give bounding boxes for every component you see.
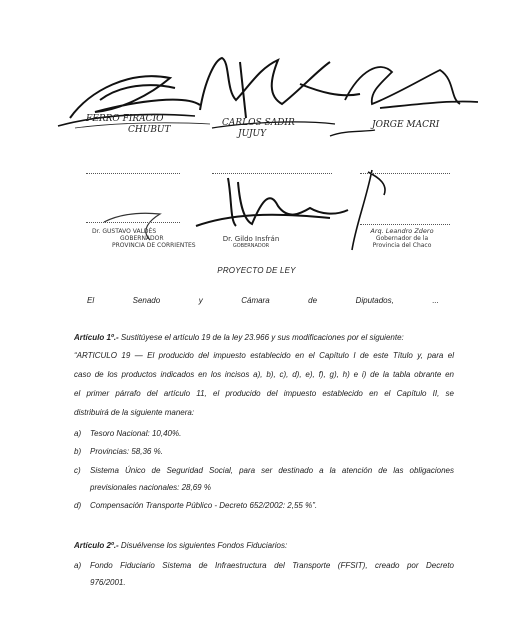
- list-item-text: Sistema Único de Seguridad Social, para ser destinado a la atención de las obligaciones: [90, 466, 454, 475]
- signature-macri: [345, 67, 478, 108]
- signature-line: [86, 173, 180, 174]
- stamp-name: Arq. Leandro Zdero: [370, 227, 434, 235]
- stamp-role: Gobernador de la: [375, 235, 429, 242]
- stamp-province: Provincia del Chaco: [372, 242, 432, 249]
- handwritten-name-jujuy: JUJUY: [238, 129, 267, 139]
- list-item-label: a): [74, 429, 82, 438]
- signature-sadir: [200, 58, 360, 118]
- stamp-name: Dr. Gildo Insfrán: [222, 235, 280, 243]
- article-1-line: distribuirá de la siguiente manera:: [74, 408, 195, 417]
- signatures-drawing: [0, 0, 513, 300]
- list-item-text: Fondo Fiduciario Sistema de Infraestructura del Transporte (FFSIT), creado por Decreto: [90, 561, 454, 570]
- article-1-line: “ARTICULO 19 — El producido del impuesto establecido en el Capítulo I de este Título y, para el: [74, 351, 454, 360]
- stamp-role: GOBERNADOR: [232, 243, 270, 249]
- signature-line: [86, 222, 180, 223]
- signature-line: [360, 224, 450, 225]
- stamp-zdero: [362, 228, 442, 249]
- handwritten-name-sadir: CARLOS SADIR: [222, 118, 295, 128]
- article-2-heading: Artículo 2º.-: [74, 541, 119, 550]
- article-1-intro-text: Sustitúyese el artículo 19 de la ley 23.966 y sus modificaciones por el siguiente:: [118, 333, 404, 342]
- stamp-province: PROVINCIA DE CORRIENTES: [112, 242, 196, 249]
- article-1-line: el primer párrafo del artículo 11, el producido del impuesto establecido en el Capítulo II, se: [74, 389, 454, 398]
- preamble-word: ...: [432, 296, 439, 305]
- preamble-word: Senado: [132, 296, 161, 305]
- article-1-line: caso de los productos indicados en los incisos a), b), c), d), e), f), g), h) e i) de la tabla obrante en: [74, 370, 454, 379]
- list-item-text: Compensación Transporte Público - Decreto 652/2002: 2,55 %”.: [90, 501, 318, 510]
- list-item-label: c): [74, 466, 81, 475]
- list-item-label: b): [74, 447, 82, 456]
- article-2-intro-text: Disuélvense los siguientes Fondos Fiduciarios:: [118, 541, 288, 550]
- article-1-heading: Artículo 1º.-: [74, 333, 119, 342]
- list-item-label: a): [74, 561, 82, 570]
- preamble-word: Cámara: [241, 296, 270, 305]
- signature-insfran: [196, 178, 348, 226]
- stamp-insfran: [216, 236, 286, 250]
- article-2-intro: [74, 536, 454, 555]
- preamble: [87, 296, 439, 305]
- document-title: PROYECTO DE LEY: [217, 266, 296, 275]
- list-item-text: Tesoro Nacional: 10,40%.: [90, 429, 182, 438]
- preamble-word: y: [198, 296, 203, 305]
- handwritten-name-chubut: CHUBUT: [128, 125, 171, 135]
- signature-line: [212, 173, 332, 174]
- preamble-word: Diputados,: [355, 296, 394, 305]
- stamp-name: Dr. GUSTAVO VALDÉS: [92, 228, 157, 235]
- handwritten-name-ferro: FERRO FIRACIO: [86, 114, 164, 124]
- signature-line: [360, 173, 450, 174]
- list-item-text: previsionales nacionales: 28,69 %: [90, 483, 211, 492]
- list-item-text: 976/2001.: [90, 578, 126, 587]
- article-1-intro: [74, 328, 454, 347]
- signature-ferro: [70, 76, 200, 118]
- list-item-text: Provincias: 58,36 %.: [90, 447, 163, 456]
- list-item-label: d): [74, 501, 82, 510]
- stamp-valdes: [92, 228, 202, 249]
- stamp-role: GOBERNADOR: [120, 235, 164, 242]
- handwritten-name-macri: JORGE MACRI: [372, 120, 440, 130]
- preamble-word: El: [87, 296, 95, 305]
- preamble-word: de: [308, 296, 318, 305]
